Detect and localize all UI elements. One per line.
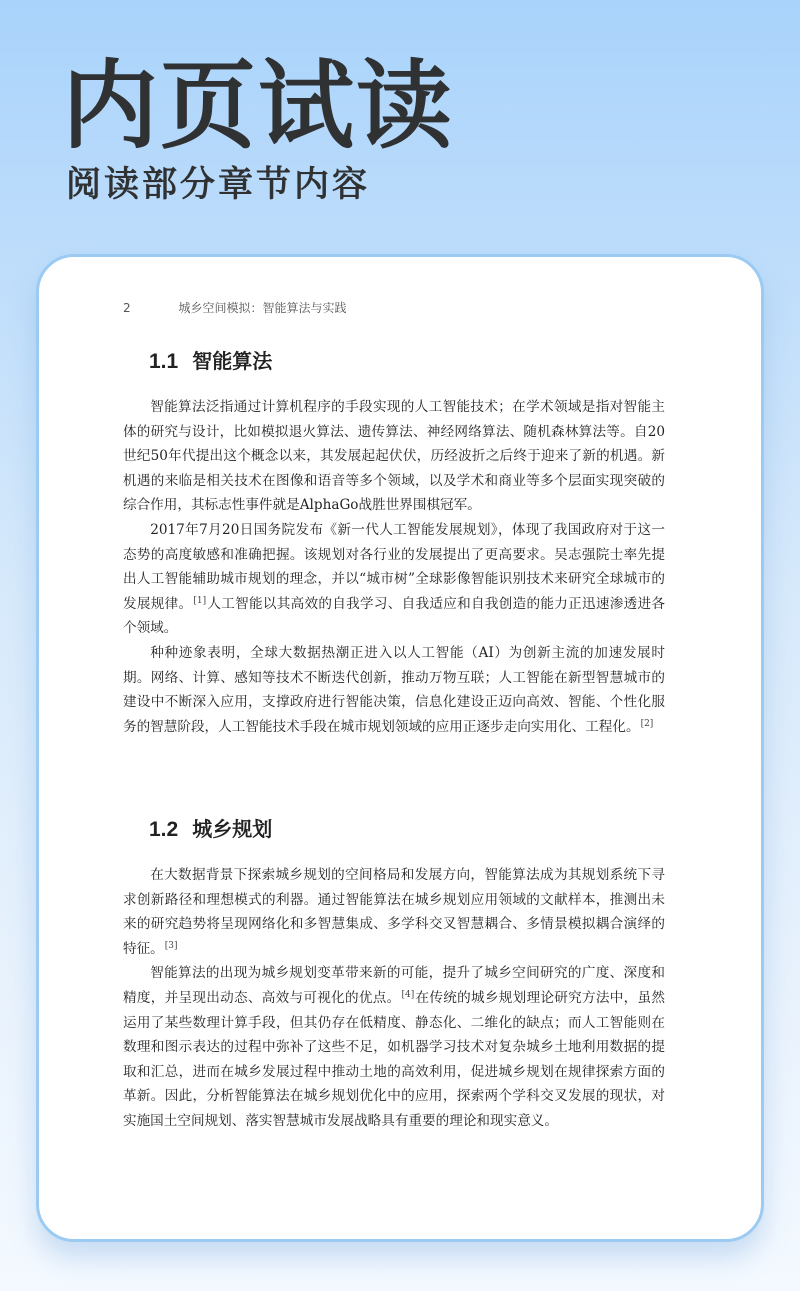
section-heading-1-1 bbox=[149, 345, 272, 374]
paragraph: 在大数据背景下探索城乡规划的空间格局和发展方向，智能算法成为其规划系统下寻求创新路径和理想模式的利器。通过智能算法在城乡规划应用领域的文献样本，推测出未来的研究趋势将呈现网络化和多智慧集成、多学科交叉智慧耦合、多情景模拟耦合演绎的特征。[3] bbox=[123, 867, 665, 957]
section-title: 城乡规划 bbox=[192, 817, 273, 841]
paragraph: 种种迹象表明，全球大数据热潮正进入以人工智能（AI）为创新主流的加速发展时期。网络、计算、感知等技术不断迭代创新，推动万物互联；人工智能在新型智慧城市的建设中不断深入应用，支撑政府进行智能决策，信息化建设正迈向高效、智能、个性化服务的智慧阶段，人工智能技术手段在城市规划领域的应用正逐步走向实用化、工程化。[2] bbox=[123, 644, 665, 735]
book-page-card bbox=[36, 254, 764, 1242]
section-heading-1-2 bbox=[149, 813, 272, 842]
book-title: 城乡空间模拟：智能算法与实践 bbox=[178, 301, 347, 315]
banner-title: 内页试读 bbox=[62, 50, 454, 162]
citation-marker: [4] bbox=[401, 989, 415, 1000]
paragraph: 2017年7月20日国务院发布《新一代人工智能发展规划》，体现了我国政府对于这一态势的高度敏感和准确把握。该规划对各行业的发展提出了更高要求。吴志强院士率先提出人工智能辅助城市规划的理念，并以“城市树”全球影像智能识别技术来研究全球城市的发展规律。[1]人工智能以其高效的自我学习、自我适应和自我创造的能力正迅速渗透进各个领域。 bbox=[123, 521, 665, 637]
paragraph: 智能算法的出现为城乡规划变革带来新的可能，提升了城乡空间研究的广度、深度和精度，并呈现出动态、高效与可视化的优点。[4]在传统的城乡规划理论研究方法中，虽然运用了某些数理计算手段，但其仍存在低精度、静态化、二维化的缺点；而人工智能则在数理和图示表达的过程中弥补了这些不足，如机器学习技术对复杂城乡土地利用数据的提取和汇总，进而在城乡发展过程中推动土地的高效利用，促进城乡规划在规律探索方面的革新。因此，分析智能算法在城乡规划优化中的应用，探索两个学科交叉发展的现状，对实施国土空间规划、落实智慧城市发展战略具有重要的理论和现实意义。 bbox=[123, 965, 665, 1129]
section-number: 1.2 bbox=[149, 818, 179, 841]
section-number: 1.1 bbox=[149, 350, 179, 373]
citation-marker: [2] bbox=[640, 718, 654, 729]
section-1-1-body bbox=[123, 395, 665, 739]
citation-marker: [3] bbox=[164, 940, 178, 951]
section-title: 智能算法 bbox=[192, 349, 273, 373]
banner-subtitle: 阅读部分章节内容 bbox=[66, 165, 371, 205]
page-running-header bbox=[123, 299, 346, 316]
paragraph: 智能算法泛指通过计算机程序的手段实现的人工智能技术；在学术领域是指对智能主体的研究与设计，比如模拟退火算法、遗传算法、神经网络算法、随机森林算法等。自20世纪50年代提出这个概念以来，其发展起起伏伏，历经波折之后终于迎来了新的机遇。新机遇的来临是相关技术在图像和语音等多个领域，以及学术和商业等多个层面实现突破的综合作用，其标志性事件就是AlphaGo战胜世界围棋冠军。 bbox=[123, 399, 665, 514]
section-1-2-body bbox=[123, 863, 665, 1134]
page-number: 2 bbox=[123, 301, 131, 315]
citation-marker: [1] bbox=[193, 595, 207, 606]
